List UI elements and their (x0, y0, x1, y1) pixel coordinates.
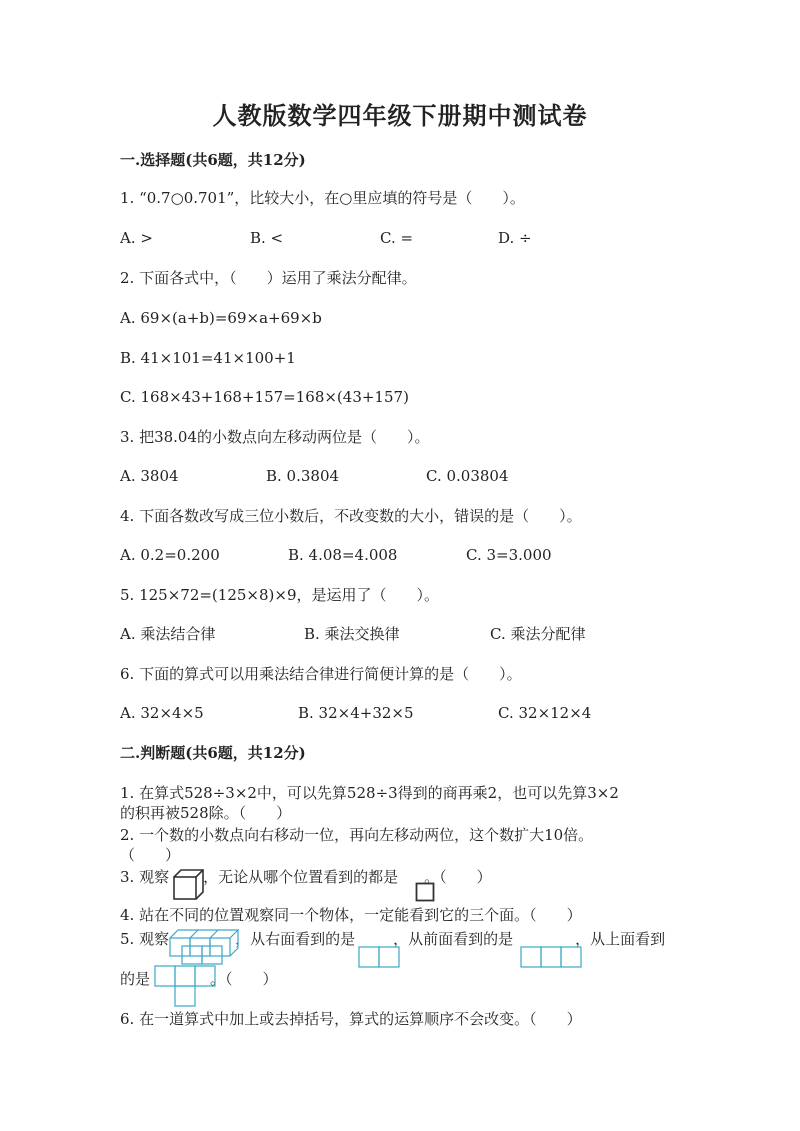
tf-q5-part-a: 5. 观察 (120, 930, 170, 948)
q3-stem: 3. 把38.04的小数点向左移动两位是（ ）。 (120, 428, 430, 446)
q1-stem: 1. “0.7○0.701”，比较大小，在○里应填的符号是（ ）。 (120, 189, 525, 207)
q2-stem: 2. 下面各式中，（ ）运用了乘法分配律。 (120, 269, 417, 287)
tf-q5-part-d: ，从上面看到 (575, 930, 666, 948)
q5-option-c: C. 乘法分配律 (490, 625, 586, 643)
square-figure (415, 882, 435, 902)
tf-q4: 4. 站在不同的位置观察同一个物体，一定能看到它的三个面。（ ） (120, 906, 582, 924)
tf-q1-line2: 的积再被528除。（ ） (120, 804, 292, 822)
q3-option-a: A. 3804 (120, 467, 179, 485)
block-stack-figure (168, 926, 240, 968)
front-view-figure (520, 946, 582, 968)
q2-option-c: C. 168×43+168+157=168×(43+157) (120, 388, 409, 406)
tf-q2-line2: （ ） (120, 846, 181, 864)
tf-q1-line1: 1. 在算式528÷3×2中，可以先算528÷3得到的商再乘2，也可以先算3×2 (120, 784, 619, 802)
q6-option-b: B. 32×4+32×5 (298, 704, 414, 722)
cube-figure (172, 868, 204, 902)
page-title: 人教版数学四年级下册期中测试卷 (212, 101, 588, 130)
tf-q5-part-b: ，从右面看到的是 (235, 930, 356, 948)
q1-option-b: B. < (250, 229, 284, 247)
q1-option-c: C. = (380, 229, 414, 247)
q5-option-a: A. 乘法结合律 (120, 625, 216, 643)
q6-option-a: A. 32×4×5 (120, 704, 204, 722)
q1-option-a: A. > (120, 229, 153, 247)
tf-q3-part-c: 。（ ） (424, 868, 492, 886)
q4-option-a: A. 0.2=0.200 (120, 546, 220, 564)
q5-option-b: B. 乘法交换律 (304, 625, 400, 643)
top-view-figure (154, 965, 216, 1007)
q6-stem: 6. 下面的算式可以用乘法结合律进行简便计算的是（ ）。 (120, 665, 522, 683)
q3-option-b: B. 0.3804 (266, 467, 340, 485)
q1-option-d: D. ÷ (498, 229, 532, 247)
q4-option-c: C. 3=3.000 (466, 546, 552, 564)
q4-stem: 4. 下面各数改写成三位小数后，不改变数的大小，错误的是（ ）。 (120, 507, 582, 525)
q2-option-b: B. 41×101=41×100+1 (120, 349, 296, 367)
section-1-header: 一.选择题(共6题，共12分) (120, 151, 306, 169)
q5-stem: 5. 125×72=(125×8)×9，是运用了（ ）。 (120, 586, 439, 604)
tf-q2-line1: 2. 一个数的小数点向右移动一位，再向左移动两位，这个数扩大10倍。 (120, 826, 594, 844)
q3-option-c: C. 0.03804 (426, 467, 509, 485)
q4-option-b: B. 4.08=4.008 (288, 546, 398, 564)
q2-option-a: A. 69×(a+b)=69×a+69×b (120, 309, 322, 327)
tf-q5-part-f: 。（ ） (210, 970, 278, 988)
tf-q3-part-b: ，无论从哪个位置看到的都是 (203, 868, 399, 886)
tf-q6: 6. 在一道算式中加上或去掉括号，算式的运算顺序不会改变。（ ） (120, 1010, 582, 1028)
tf-q5-part-e: 的是 (120, 970, 151, 988)
right-view-figure (358, 946, 400, 968)
q6-option-c: C. 32×12×4 (498, 704, 592, 722)
tf-q5-part-c: ，从前面看到的是 (393, 930, 514, 948)
section-2-header: 二.判断题(共6题，共12分) (120, 744, 306, 762)
tf-q3-part-a: 3. 观察 (120, 868, 170, 886)
